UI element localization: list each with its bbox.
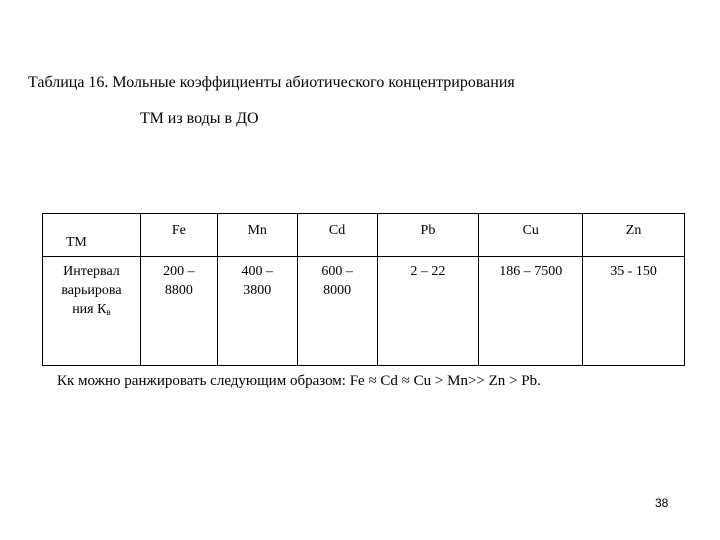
table-row [43,257,685,366]
ranking-note: Кк можно ранжировать следующим образом: Fe ≈ Cd ≈ Cu > Mn>> Zn > Pb. [57,373,541,389]
cell-cu: 186 – 7500 [479,257,583,366]
row-label-line2: варьирова [61,283,122,298]
cell-cd-line2: 8000 [323,283,352,298]
coefficients-table [42,213,685,366]
header-cd: Cd [297,214,377,257]
row-label-cell [43,257,141,366]
cell-mn [217,257,297,366]
cell-fe-line2: 8800 [164,283,193,298]
table-header-row [43,214,685,257]
corner-label: ТМ [66,235,87,250]
cell-zn: 35 - 150 [583,257,685,366]
header-pb: Pb [377,214,479,257]
corner-cell [43,214,141,257]
table-caption-line1: Таблица 16. Мольные коэффициенты абиотического концентрирования [28,74,515,91]
page-number: 38 [655,496,669,510]
row-label-subscript: в [106,307,111,317]
table-caption-line2: ТМ из воды в ДО [140,110,259,127]
header-fe: Fe [140,214,217,257]
row-label-line3: ния К [72,302,107,317]
row-label-line1: Интервал [63,264,120,279]
cell-cd [297,257,377,366]
cell-fe [140,257,217,366]
header-zn: Zn [583,214,685,257]
cell-fe-line1: 200 – [163,264,195,279]
cell-pb: 2 – 22 [377,257,479,366]
header-cu: Cu [479,214,583,257]
cell-mn-line1: 400 – [241,264,273,279]
cell-cd-line1: 600 – [321,264,353,279]
cell-mn-line2: 3800 [243,283,272,298]
header-mn: Mn [217,214,297,257]
